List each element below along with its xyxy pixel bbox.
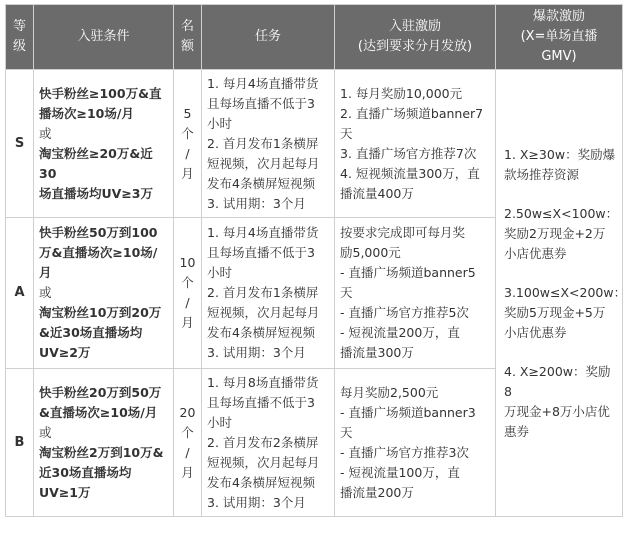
incentive-cell: 每月奖励2,500元 - 直播广场频道banner3 天 - 直播广场官方推荐3次 - 短视流量100万，直 播流量200万 xyxy=(335,369,496,517)
header-conditions: 入驻条件 xyxy=(34,5,174,70)
conditions-cell: 快手粉丝≥100万&直 播场次≥10场/月 或 淘宝粉丝≥20万&近30 场直播场均UV≥3万 xyxy=(34,70,174,218)
viral-tier-3: 3.100w≤X<200w： 奖励5万现金+5万 小店优惠券 xyxy=(504,284,627,340)
incentive-cell: 按要求完成即可每月奖 励5,000元 - 直播广场频道banner5 天 - 直播广场官方推荐5次 - 短视流量200万，直 播流量300万 xyxy=(335,218,496,369)
grade-cell: B xyxy=(6,369,34,517)
header-viral: 爆款激励 (X=单场直播 GMV) xyxy=(496,5,623,70)
viral-tier-2: 2.50w≤X<100w： 奖励2万现金+2万 小店优惠券 xyxy=(504,205,619,261)
header-incentive: 入驻激励 (达到要求分月发放) xyxy=(335,5,496,70)
viral-tier-4: 4. X≥200w：奖励8 万现金+8万小店优 惠券 xyxy=(504,363,611,439)
header-grade: 等 级 xyxy=(6,5,34,70)
table-row xyxy=(6,70,623,218)
tasks-cell: 1. 每月4场直播带货 且每场直播不低于3 小时 2. 首月发布1条横屏 短视频，次月起每月 发布4条横屏短视频 3. 试用期：3个月 xyxy=(202,218,335,369)
tasks-cell: 1. 每月4场直播带货 且每场直播不低于3 小时 2. 首月发布1条横屏 短视频，次月起每月 发布4条横屏短视频 3. 试用期：3个月 xyxy=(202,70,335,218)
quota-cell: 10 个 / 月 xyxy=(174,218,202,369)
header-quota: 名 额 xyxy=(174,5,202,70)
header-tasks: 任务 xyxy=(202,5,335,70)
tasks-cell: 1. 每月8场直播带货 且每场直播不低于3 小时 2. 首月发布2条横屏 短视频，次月起每月 发布4条横屏短视频 3. 试用期：3个月 xyxy=(202,369,335,517)
grade-cell: A xyxy=(6,218,34,369)
incentive-table xyxy=(5,4,627,517)
conditions-cell: 快手粉丝20万到50万 &直播场次≥10场/月 或 淘宝粉丝2万到10万& 近30场直播场均 UV≥1万 xyxy=(34,369,174,517)
grade-cell: S xyxy=(6,70,34,218)
incentive-cell: 1. 每月奖励10,000元 2. 直播广场频道banner7 天 3. 直播广场官方推荐7次 4. 短视频流量300万，直 播流量400万 xyxy=(335,70,496,218)
quota-cell: 5 个 / 月 xyxy=(174,70,202,218)
viral-tier-1: 1. X≥30w：奖励爆 款场推荐资源 xyxy=(504,146,616,182)
quota-cell: 20 个 / 月 xyxy=(174,369,202,517)
header-row xyxy=(6,5,623,70)
conditions-cell: 快手粉丝50万到100 万&直播场次≥10场/ 月 或 淘宝粉丝10万到20万 &近30场直播场均 UV≥2万 xyxy=(34,218,174,369)
viral-incentive-cell xyxy=(496,70,627,517)
